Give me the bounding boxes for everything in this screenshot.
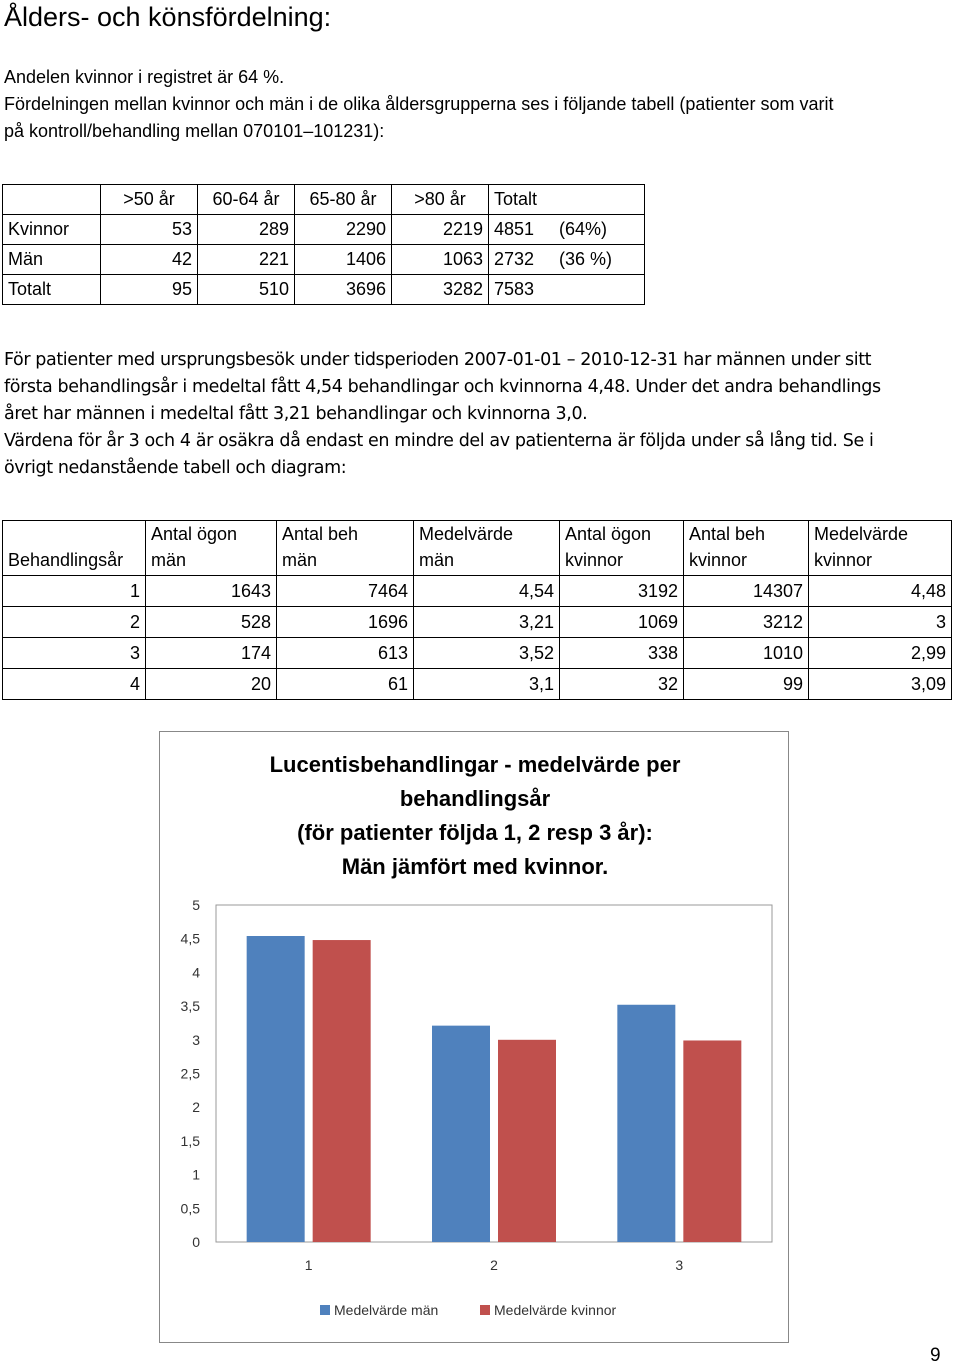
header-line-2: Behandlingsår bbox=[8, 550, 124, 570]
paragraph-line-5: övrigt nedanstående tabell och diagram: bbox=[4, 458, 347, 478]
page-number: 9 bbox=[930, 1345, 941, 1366]
table-cell: 53 bbox=[101, 215, 198, 245]
table-header-cell bbox=[560, 521, 684, 576]
header-line-1: Antal beh bbox=[282, 524, 359, 544]
bar-chart bbox=[159, 731, 789, 1343]
bar-men-year-1 bbox=[247, 936, 305, 1242]
percent-cell bbox=[554, 275, 645, 305]
y-axis bbox=[181, 897, 201, 1250]
bar-men-year-3 bbox=[617, 1005, 675, 1242]
table-row bbox=[3, 607, 952, 638]
y-tick-label: 2,5 bbox=[180, 1065, 200, 1082]
table-cell: 3 bbox=[809, 607, 952, 638]
chart-title-line: Män jämfört med kvinnor. bbox=[341, 854, 609, 879]
table-row bbox=[3, 638, 952, 669]
percent-cell: (36 %) bbox=[554, 245, 645, 275]
bar-women-year-1 bbox=[313, 940, 371, 1242]
table-row bbox=[3, 576, 952, 607]
table-header-cell bbox=[277, 521, 414, 576]
row-label: Totalt bbox=[3, 275, 101, 305]
chart-title-line: (för patienter följda 1, 2 resp 3 år): bbox=[297, 820, 653, 845]
legend-swatch bbox=[320, 1305, 330, 1315]
table-cell: 528 bbox=[146, 607, 277, 638]
table-cell: 1406 bbox=[295, 245, 392, 275]
table-cell: 32 bbox=[560, 669, 684, 700]
y-tick-label: 1 bbox=[192, 1166, 200, 1183]
table-cell: 3,21 bbox=[414, 607, 560, 638]
intro-line-2: Fördelningen mellan kvinnor och män i de olika åldersgrupperna ses i följande tabell (patienter som varit bbox=[4, 94, 834, 114]
table-cell: 7464 bbox=[277, 576, 414, 607]
total-cell: 4851 bbox=[489, 215, 555, 245]
paragraph-line-4: Värdena för år 3 och 4 är osäkra då endast en mindre del av patienterna är följda under så lång tid. Se i bbox=[4, 431, 874, 451]
header-line-1: Antal ögon bbox=[151, 524, 238, 544]
y-tick-label: 0 bbox=[192, 1234, 200, 1250]
table-cell: 1069 bbox=[560, 607, 684, 638]
table-cell bbox=[554, 185, 645, 215]
table-cell: 42 bbox=[101, 245, 198, 275]
x-tick-label: 2 bbox=[490, 1257, 498, 1273]
table-header-cell bbox=[146, 521, 277, 576]
header-line-1: Medelvärde bbox=[814, 524, 909, 544]
table-cell: 2,99 bbox=[809, 638, 952, 669]
table-cell: 3,09 bbox=[809, 669, 952, 700]
table-cell: 613 bbox=[277, 638, 414, 669]
header-line-2: kvinnor bbox=[814, 550, 873, 570]
table-row bbox=[3, 215, 645, 245]
bars bbox=[247, 936, 742, 1242]
age-gender-table bbox=[2, 184, 645, 305]
bar-men-year-2 bbox=[432, 1026, 490, 1242]
y-tick-label: 0,5 bbox=[180, 1200, 200, 1217]
table-header-cell: 60-64 år bbox=[198, 185, 295, 215]
table-header-cell: 65-80 år bbox=[295, 185, 392, 215]
table-cell: 221 bbox=[198, 245, 295, 275]
header-line-1: Medelvärde bbox=[419, 524, 514, 544]
paragraph-line-2: första behandlingsår i medeltal fått 4,54 behandlingar och kvinnorna 4,48. Under det andra behandlings bbox=[4, 377, 881, 397]
y-tick-label: 3 bbox=[192, 1031, 200, 1048]
y-tick-label: 4 bbox=[192, 964, 200, 981]
y-tick-label: 4,5 bbox=[180, 930, 200, 947]
header-line-1: Antal beh bbox=[689, 524, 766, 544]
legend-label: Medelvärde kvinnor bbox=[494, 1302, 617, 1318]
table-header-cell: >50 år bbox=[101, 185, 198, 215]
chart-title-line: Lucentisbehandlingar - medelvärde per bbox=[269, 752, 681, 777]
table-cell: 1696 bbox=[277, 607, 414, 638]
intro-line-3: på kontroll/behandling mellan 070101–101231): bbox=[4, 121, 385, 141]
table-cell: 1 bbox=[3, 576, 146, 607]
chart-title-line: behandlingsår bbox=[399, 786, 551, 811]
table-header-cell bbox=[414, 521, 560, 576]
table-cell: 4,54 bbox=[414, 576, 560, 607]
table-cell: 3212 bbox=[684, 607, 809, 638]
table-cell bbox=[3, 185, 101, 215]
table-cell: 61 bbox=[277, 669, 414, 700]
table-cell: 3192 bbox=[560, 576, 684, 607]
table-header-row bbox=[3, 185, 645, 215]
x-axis bbox=[305, 1257, 684, 1273]
table-header-row bbox=[3, 521, 952, 576]
chart-legend bbox=[320, 1302, 617, 1318]
table-cell: 2 bbox=[3, 607, 146, 638]
table-cell: 1010 bbox=[684, 638, 809, 669]
row-label: Kvinnor bbox=[3, 215, 101, 245]
table-header-cell bbox=[809, 521, 952, 576]
legend-label: Medelvärde män bbox=[334, 1302, 439, 1318]
table-cell: 3,52 bbox=[414, 638, 560, 669]
table-cell: 1643 bbox=[146, 576, 277, 607]
table-cell: 510 bbox=[198, 275, 295, 305]
table-cell: 2219 bbox=[392, 215, 489, 245]
header-line-2: män bbox=[419, 550, 455, 570]
chart-title bbox=[270, 752, 681, 879]
intro-line-1: Andelen kvinnor i registret är 64 %. bbox=[4, 67, 285, 87]
table-cell: 2290 bbox=[295, 215, 392, 245]
table-cell: 14307 bbox=[684, 576, 809, 607]
paragraph-line-1: För patienter med ursprungsbesök under tidsperioden 2007-01-01 – 2010-12-31 har männen under sitt bbox=[4, 350, 872, 370]
header-line-1: Antal ögon bbox=[565, 524, 652, 544]
bar-women-year-2 bbox=[498, 1040, 556, 1242]
table-header-cell: >80 år bbox=[392, 185, 489, 215]
header-line-2: kvinnor bbox=[689, 550, 748, 570]
table-row bbox=[3, 245, 645, 275]
total-cell: 2732 bbox=[489, 245, 555, 275]
page-heading: Ålders- och könsfördelning: bbox=[4, 2, 332, 32]
table-row bbox=[3, 275, 645, 305]
table-cell: 1063 bbox=[392, 245, 489, 275]
header-line-2: män bbox=[151, 550, 187, 570]
table-row bbox=[3, 669, 952, 700]
table-cell: 20 bbox=[146, 669, 277, 700]
row-label: Män bbox=[3, 245, 101, 275]
bar-women-year-3 bbox=[683, 1040, 741, 1242]
table-cell: 338 bbox=[560, 638, 684, 669]
table-cell: 3282 bbox=[392, 275, 489, 305]
table-cell: 289 bbox=[198, 215, 295, 245]
y-tick-label: 2 bbox=[192, 1099, 200, 1116]
table-cell: 4,48 bbox=[809, 576, 952, 607]
x-tick-label: 1 bbox=[304, 1257, 313, 1273]
chart-svg bbox=[160, 732, 787, 1341]
treatment-table bbox=[2, 520, 952, 700]
table-cell: 174 bbox=[146, 638, 277, 669]
paragraph-line-3: året har männen i medeltal fått 3,21 behandlingar och kvinnorna 3,0. bbox=[4, 404, 588, 424]
x-tick-label: 3 bbox=[675, 1257, 684, 1273]
table-header-cell: Totalt bbox=[489, 185, 555, 215]
total-cell: 7583 bbox=[489, 275, 555, 305]
table-header-cell bbox=[684, 521, 809, 576]
table-cell: 99 bbox=[684, 669, 809, 700]
y-tick-label: 3,5 bbox=[180, 998, 200, 1015]
table-cell: 4 bbox=[3, 669, 146, 700]
table-header-cell bbox=[3, 521, 146, 576]
header-line-2: män bbox=[282, 550, 318, 570]
y-tick-label: 5 bbox=[192, 897, 200, 913]
table-cell: 3,1 bbox=[414, 669, 560, 700]
legend-swatch bbox=[480, 1305, 490, 1315]
header-line-2: kvinnor bbox=[565, 550, 624, 570]
y-tick-label: 1,5 bbox=[180, 1132, 200, 1149]
table-cell: 3 bbox=[3, 638, 146, 669]
table-cell: 3696 bbox=[295, 275, 392, 305]
table-cell: 95 bbox=[101, 275, 198, 305]
percent-cell: (64%) bbox=[554, 215, 645, 245]
